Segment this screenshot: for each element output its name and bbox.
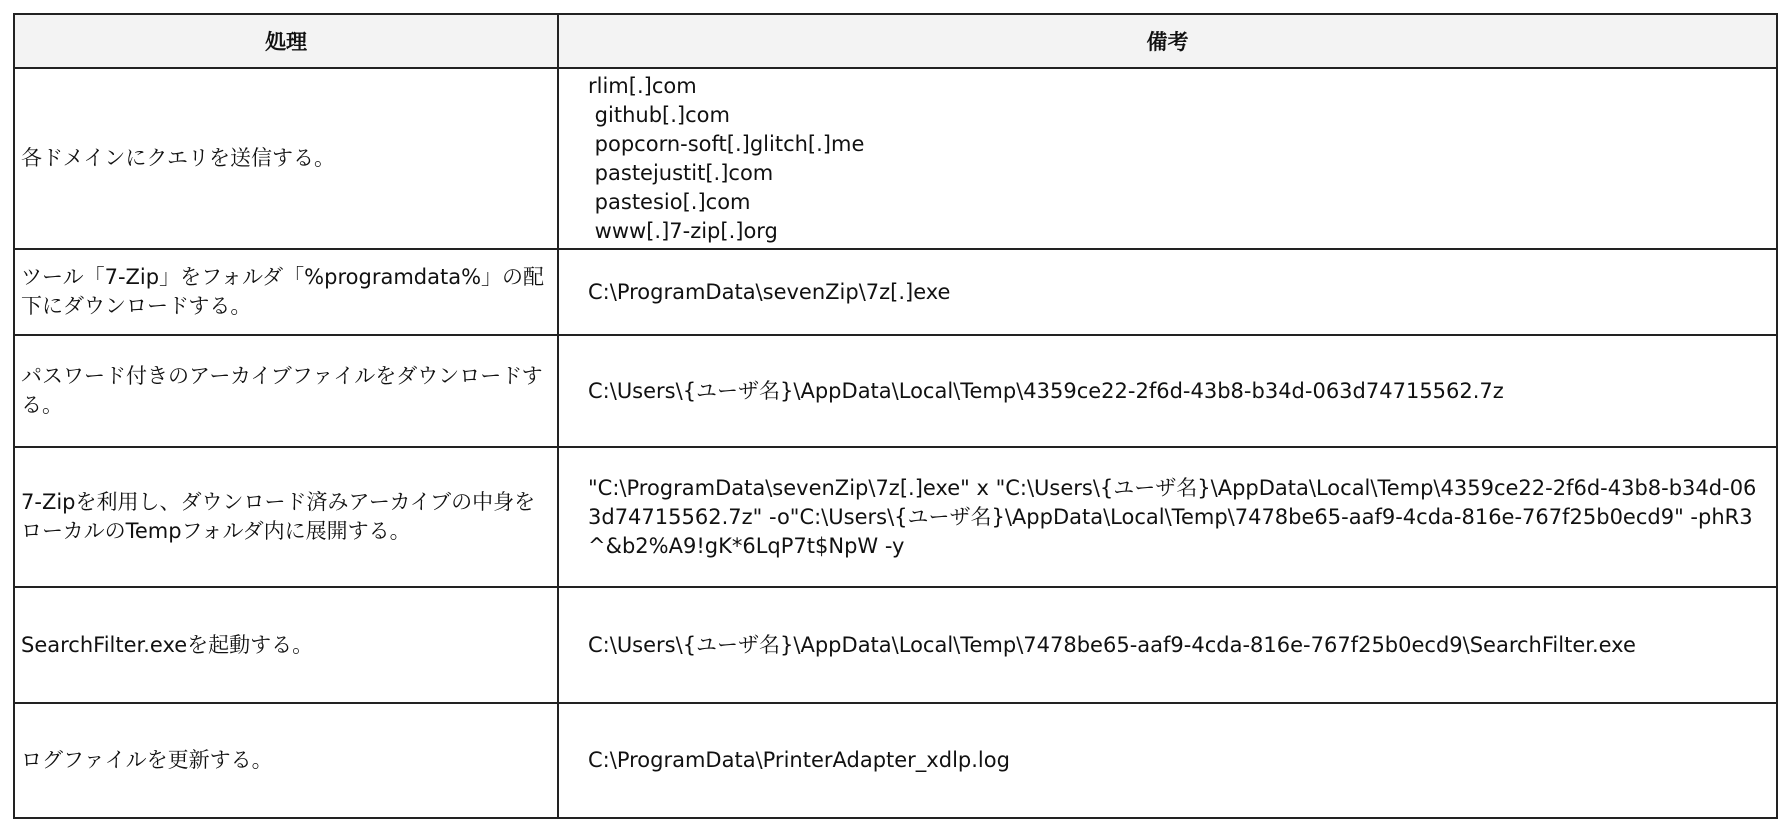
note-cell [558,447,1777,587]
column-header-notes: 備考 [558,14,1777,68]
table-row [14,335,1777,447]
table-row [14,249,1777,335]
table-row [14,447,1777,587]
domain-item: pastesio[.]com [588,189,751,214]
column-header-process: 処理 [14,14,558,68]
table-row [14,703,1777,818]
file-path: C:\ProgramData\sevenZip\7z[.]exe [588,279,951,304]
process-cell: パスワード付きのアーカイブファイルをダウンロードする。 [14,335,558,447]
file-path: C:\Users\{ユーザ名}\AppData\Local\Temp\7478be65-aaf9-4cda-816e-767f25b0ecd9\SearchFilter.exe [588,632,1636,657]
table-row [14,587,1777,703]
note-cell [558,249,1777,335]
domain-item: rlim[.]com [588,73,697,98]
process-cell: ツール「7-Zip」をフォルダ「%programdata%」の配下にダウンロードする。 [14,249,558,335]
note-cell [558,68,1777,249]
note-cell [558,335,1777,447]
note-cell [558,587,1777,703]
process-cell: ログファイルを更新する。 [14,703,558,818]
process-cell: SearchFilter.exeを起動する。 [14,587,558,703]
table-row [14,68,1777,249]
domain-item: pastejustit[.]com [588,160,774,185]
domain-item: www[.]7-zip[.]org [588,218,778,243]
table-header-row [14,14,1777,68]
file-path: C:\ProgramData\PrinterAdapter_xdlp.log [588,748,1010,772]
note-cell [558,703,1777,818]
domain-item: github[.]com [588,102,730,127]
domain-item: popcorn-soft[.]glitch[.]me [588,131,865,156]
file-path: C:\Users\{ユーザ名}\AppData\Local\Temp\4359ce22-2f6d-43b8-b34d-063d74715562.7z [588,378,1504,403]
process-table [13,13,1778,819]
process-cell: 各ドメインにクエリを送信する。 [14,68,558,249]
command-line: "C:\ProgramData\sevenZip\7z[.]exe" x "C:\Users\{ユーザ名}\AppData\Local\Temp\4359ce22-2f6d-43b8-b34d-063d74715562.7z" -o"C:\Users\{ユーザ名}\AppData\Local\Temp\7478be65-aaf9-4cda-816e-767f25b0ecd9" -phR3^&b2%A9!gK*6LqP7t$NpW -y [588,475,1757,558]
process-cell: 7-Zipを利用し、ダウンロード済みアーカイブの中身をローカルのTempフォルダ内に展開する。 [14,447,558,587]
